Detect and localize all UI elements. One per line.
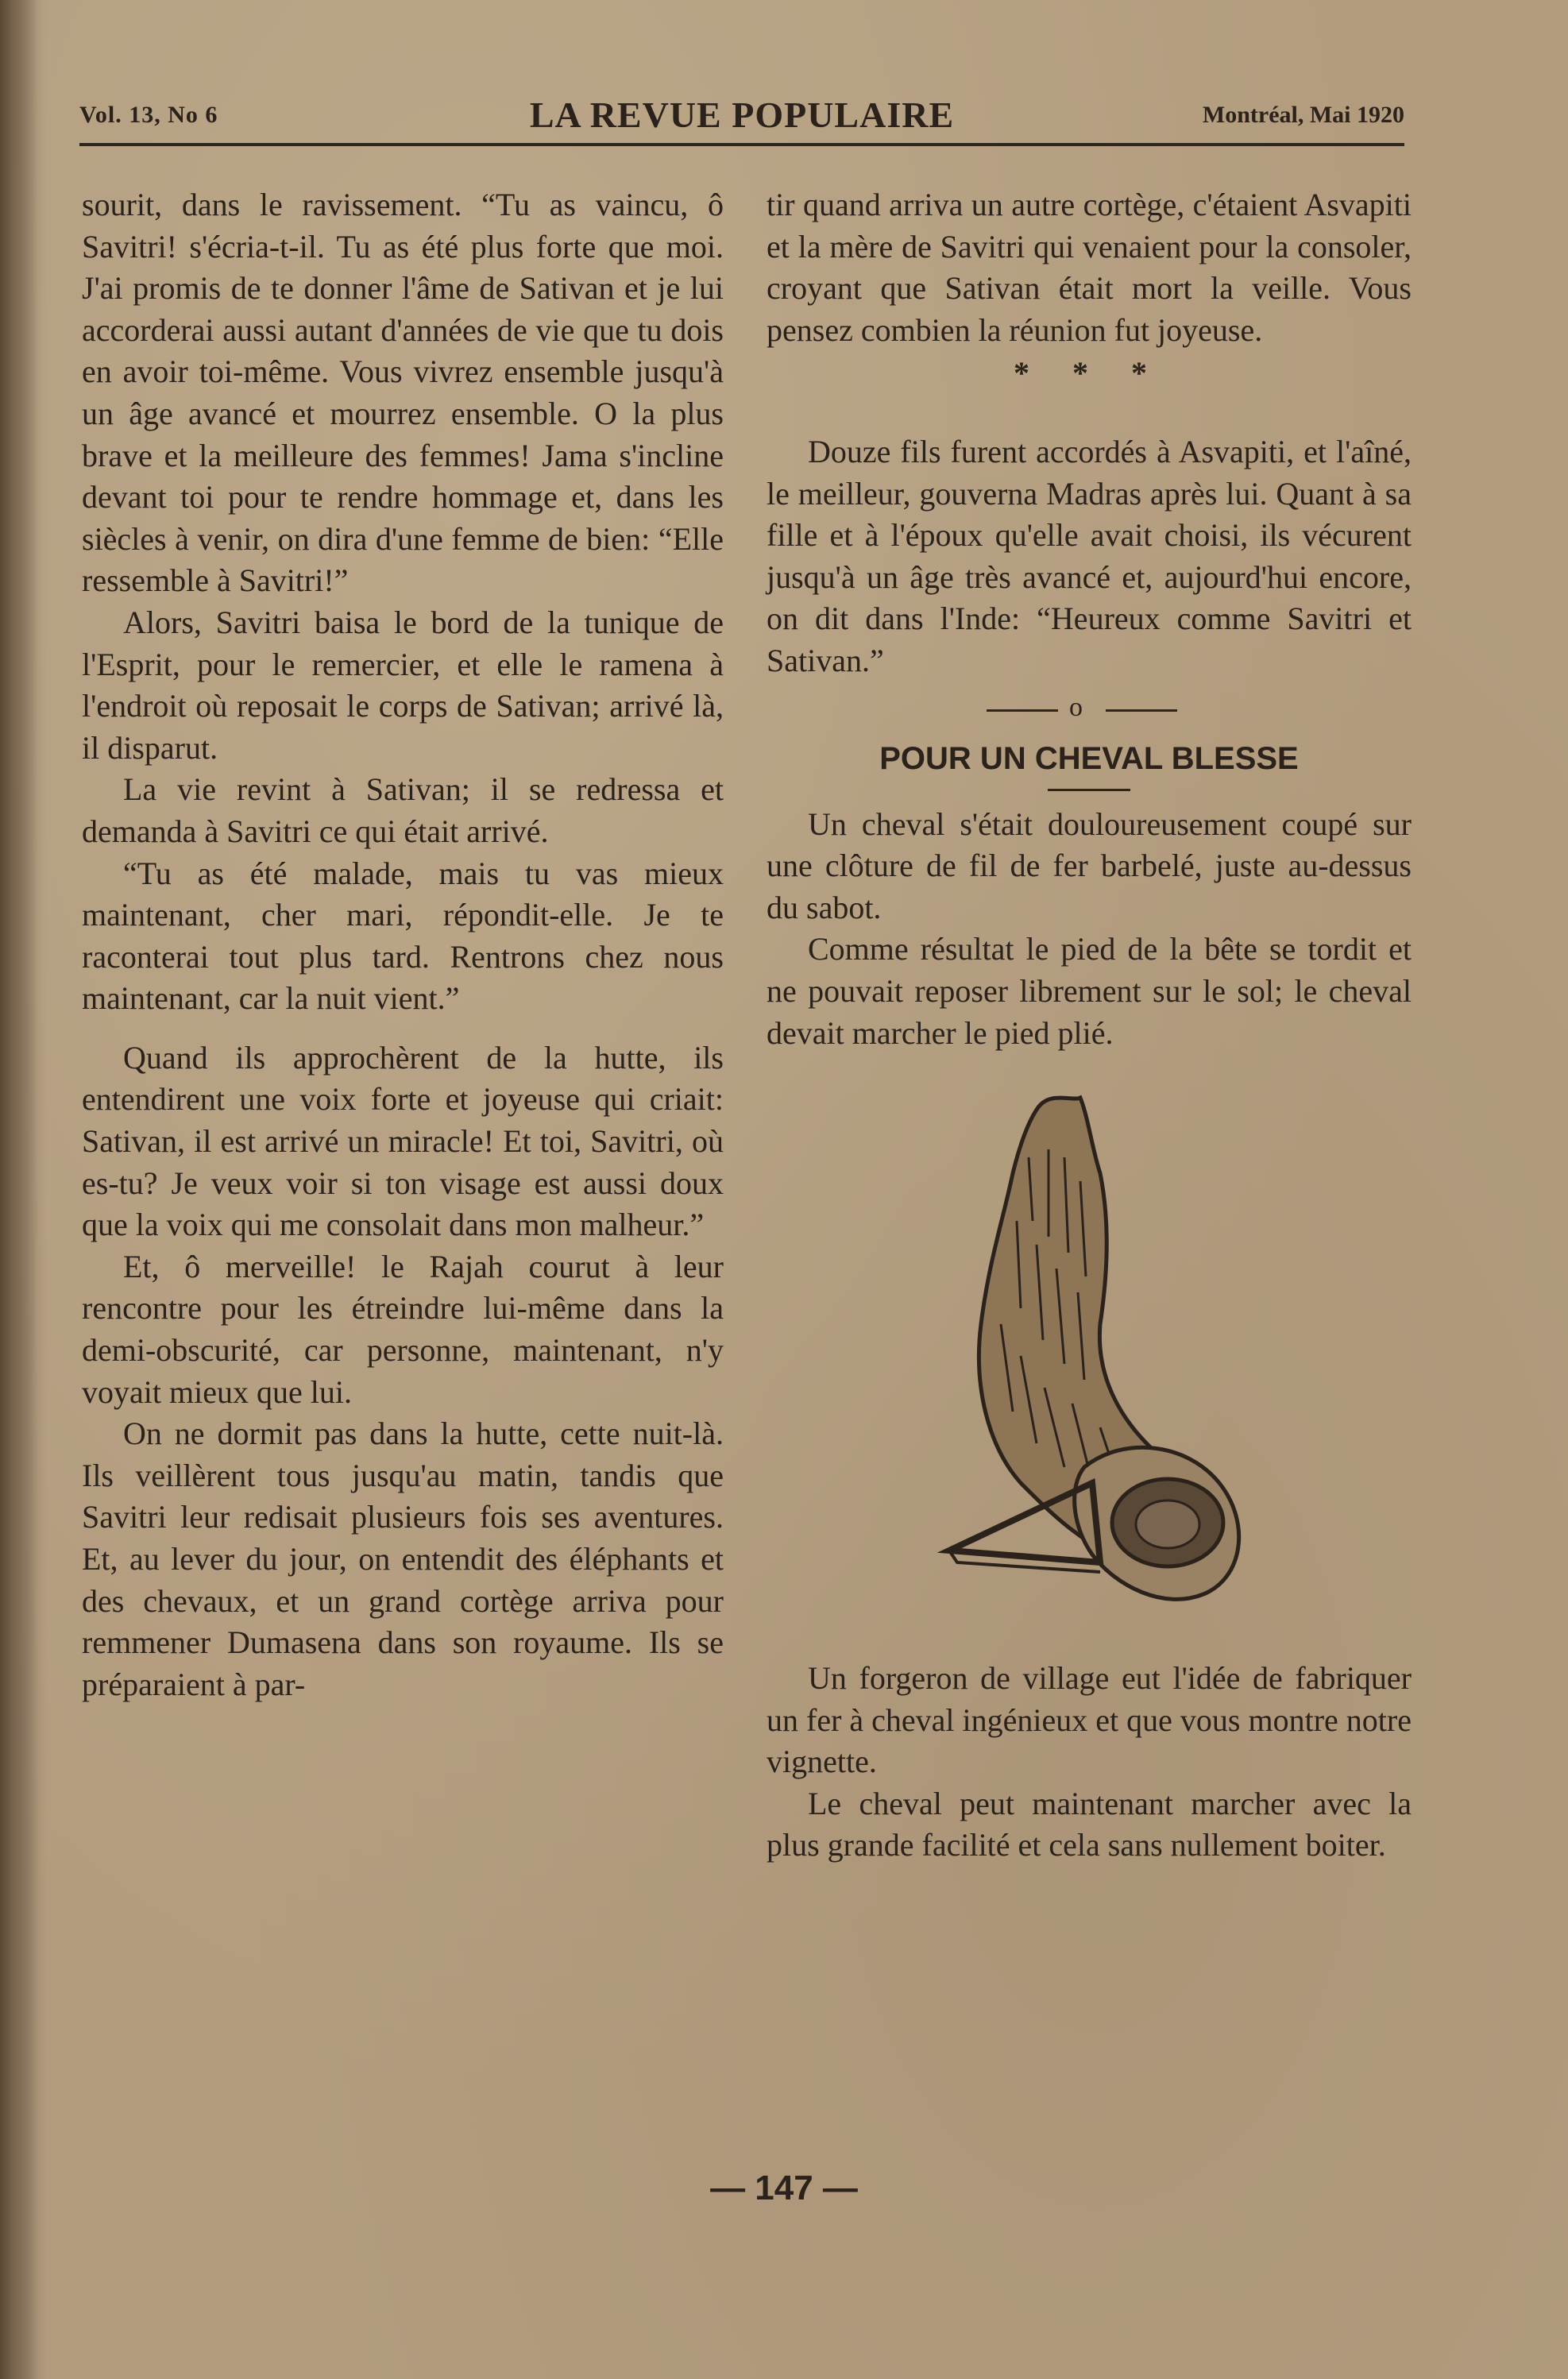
paragraph: tir quand arriva un autre cortège, c'étaient Asvapiti et la mère de Savitri qui venaient pour la consoler, croyant que Sativan était mort la veille. Vous pensez combien la réunion fut joyeuse. — [767, 187, 1412, 348]
divider-line-right — [1106, 709, 1177, 712]
header-rule — [79, 143, 1404, 146]
paragraph: Douze fils furent accordés à Asvapiti, et l'aîné, le meilleur, gouverna Madras après lui. Quant à sa fille et à l'époux qu'elle avait choisi, ils vécurent jusqu'à un âge très avancé et, aujourd'hui encore, on dit dans l'Inde: “Heureux comme Savitri et Sativan.” — [767, 433, 1412, 678]
paragraph: On ne dormit pas dans la hutte, cette nuit-là. Ils veillèrent tous jusqu'au matin, tandis que Savitri leur redisait plusieurs fois ses aventures. Et, au lever du jour, on entendit des éléphants et des chevaux, et un grand cortège arriva pour remmener Dumasena dans son royaume. Ils se préparaient à par- — [82, 1415, 724, 1702]
volume-number: Vol. 13, No 6 — [79, 102, 218, 128]
horse-hoof-illustration — [902, 1086, 1299, 1610]
right-column — [767, 184, 1412, 1867]
paragraph: La vie revint à Sativan; il se redressa et demanda à Savitri ce qui était arrivé. — [82, 771, 724, 849]
publication-title: LA REVUE POPULAIRE — [529, 95, 955, 135]
paragraph: Un forgeron de village eut l'idée de fabriquer un fer à cheval ingénieux et que vous montre notre vignette. — [767, 1660, 1412, 1780]
section-divider — [767, 689, 1412, 730]
section-break-stars: * * * — [1014, 355, 1164, 392]
paragraph: Comme résultat le pied de la bête se tordit et ne pouvait reposer librement sur le sol; le cheval devait marcher le pied plié. — [767, 931, 1412, 1051]
paragraph: Alors, Savitri baisa le bord de la tunique de l'Esprit, pour le remercier, et elle le ramena à l'endroit où reposait le corps de Sativan; arrivé là, il disparut. — [82, 604, 724, 766]
heading-rule — [1048, 789, 1130, 791]
paragraph: sourit, dans le ravissement. “Tu as vaincu, ô Savitri! s'écria-t-il. Tu as été plus forte que moi. J'ai promis de te donner l'âme de Sativan et je lui accorderai aussi autant d'années de vie que tu dois en avoir toi-même. Vous vivrez ensemble jusqu'à un âge avancé et mourrez ensemble. O la plus brave et la meilleure des femmes! Jama s'incline devant toi pour te rendre hommage et, dans les siècles à venir, on dira d'une femme de bien: “Elle ressemble à Savitri!” — [82, 187, 724, 599]
divider-mark: o — [1069, 692, 1083, 722]
paragraph: “Tu as été malade, mais tu vas mieux maintenant, cher mari, répondit-elle. Je te raconterai tout plus tard. Rentrons chez nous maintenant, car la nuit vient.” — [82, 855, 724, 1017]
paragraph: Et, ô merveille! le Rajah courut à leur rencontre pour les étreindre lui-même dans la demi-obscurité, car personne, maintenant, n'y voyait mieux que lui. — [82, 1248, 724, 1410]
place-and-date: Montréal, Mai 1920 — [1202, 102, 1404, 128]
running-header — [79, 94, 1404, 149]
article-heading: POUR UN CHEVAL BLESSE — [879, 740, 1299, 776]
page-binding-shadow — [0, 0, 38, 2379]
left-column — [82, 184, 724, 1705]
horseshoe-vignette — [767, 1054, 1412, 1658]
paragraph: Le cheval peut maintenant marcher avec la plus grande facilité et cela sans nullement boiter. — [767, 1785, 1412, 1863]
paragraph: Quand ils approchèrent de la hutte, ils entendirent une voix forte et joyeuse qui criait: Sativan, il est arrivé un miracle! Et toi, Savitri, où es-tu? Je veux voir si ton visage est aussi doux que la voix qui me consolait dans mon malheur.” — [82, 1039, 724, 1243]
paragraph: Un cheval s'était douloureusement coupé sur une clôture de fil de fer barbelé, juste au-dessus du sabot. — [767, 805, 1412, 925]
page-number: — 147 — — [710, 2169, 858, 2207]
divider-line-left — [987, 709, 1058, 712]
